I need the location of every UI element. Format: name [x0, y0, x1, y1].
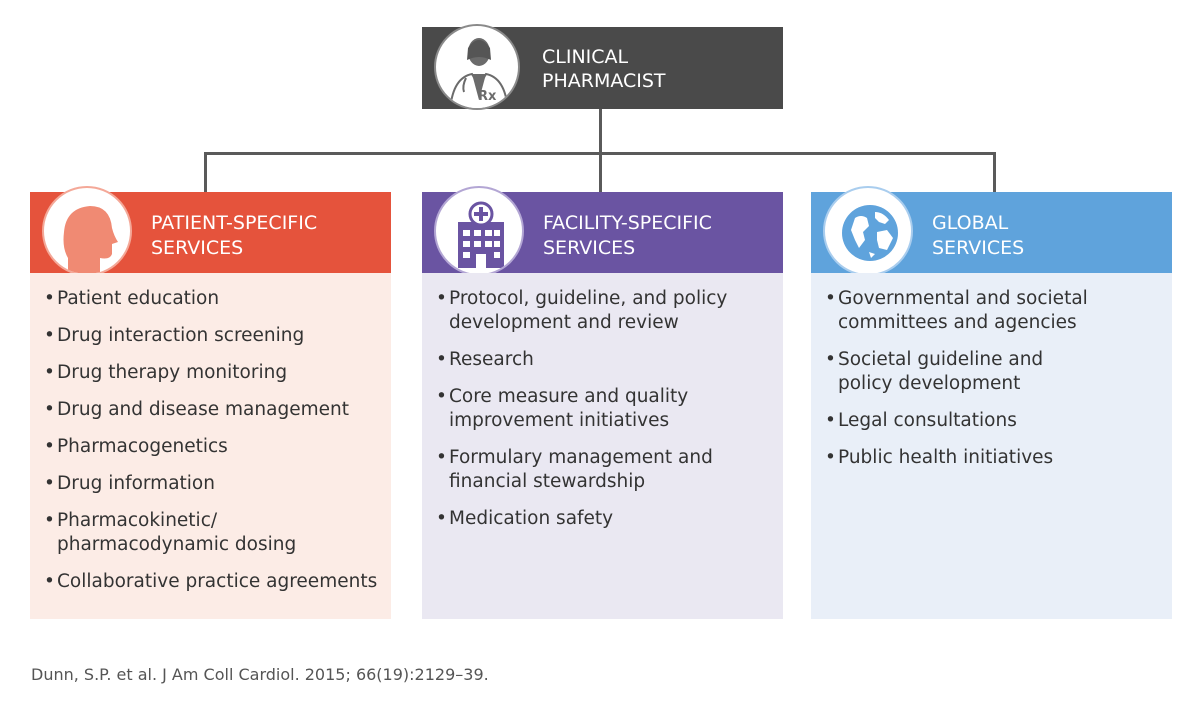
top-title-line2: PHARMACIST [542, 70, 666, 92]
global-title-line1: GLOBAL [932, 212, 1009, 234]
facility-specific-body [422, 273, 783, 619]
patient-specific-title-line2: SERVICES [151, 237, 244, 259]
globe-icon [823, 186, 913, 276]
global-body [811, 273, 1172, 619]
patient-specific-body [30, 273, 391, 619]
patient-specific-title-line1: PATIENT-SPECIFIC [151, 212, 318, 234]
connector-right [993, 152, 996, 192]
global-title [932, 211, 1024, 261]
list-item: • Pharmacokinetic/ pharmacodynamic dosing [44, 509, 307, 557]
patient-specific-title [151, 211, 317, 261]
facility-specific-title-line1: FACILITY-SPECIFIC [543, 212, 712, 234]
facility-specific-title-line2: SERVICES [543, 237, 636, 259]
connector-middle [599, 152, 602, 192]
top-title [542, 45, 666, 93]
patient-specific-header [30, 192, 391, 273]
pharmacist-icon [434, 24, 520, 110]
facility-specific-header [422, 192, 783, 273]
global-title-line2: SERVICES [932, 237, 1025, 259]
list-item: • Research [436, 348, 775, 372]
list-item: • Patient education [44, 287, 383, 311]
list-item: • Legal consultations [825, 409, 1164, 433]
connector-trunk [599, 109, 602, 154]
list-item: • Public health initiatives [825, 446, 1164, 470]
list-item: • Governmental and societal committees and agencies [825, 287, 1108, 335]
list-item: • Medication safety [436, 507, 775, 531]
person-head-icon [42, 186, 132, 276]
list-item: • Drug and disease management [44, 398, 383, 422]
list-item: • Core measure and quality improvement initiatives [436, 385, 719, 433]
global-list [825, 287, 1164, 483]
facility-specific-title [543, 211, 712, 261]
hospital-icon [434, 186, 524, 276]
list-item: • Societal guideline and policy development [825, 348, 1078, 396]
facility-specific-list [436, 287, 775, 544]
list-item: • Drug information [44, 472, 383, 496]
svg-text:Rx: Rx [478, 89, 497, 104]
list-item: • Drug therapy monitoring [44, 361, 383, 385]
list-item: • Drug interaction screening [44, 324, 383, 348]
list-item: • Formulary management and financial stewardship [436, 446, 739, 494]
global-header [811, 192, 1172, 273]
clinical-pharmacist-box [422, 27, 783, 109]
list-item: • Pharmacogenetics [44, 435, 383, 459]
connector-left [204, 152, 207, 192]
citation: Dunn, S.P. et al. J Am Coll Cardiol. 2015; 66(19):2129–39. [31, 665, 489, 684]
patient-specific-list [44, 287, 383, 607]
top-title-line1: CLINICAL [542, 46, 629, 68]
list-item: • Collaborative practice agreements [44, 570, 383, 594]
list-item: • Protocol, guideline, and policy development and review [436, 287, 739, 335]
